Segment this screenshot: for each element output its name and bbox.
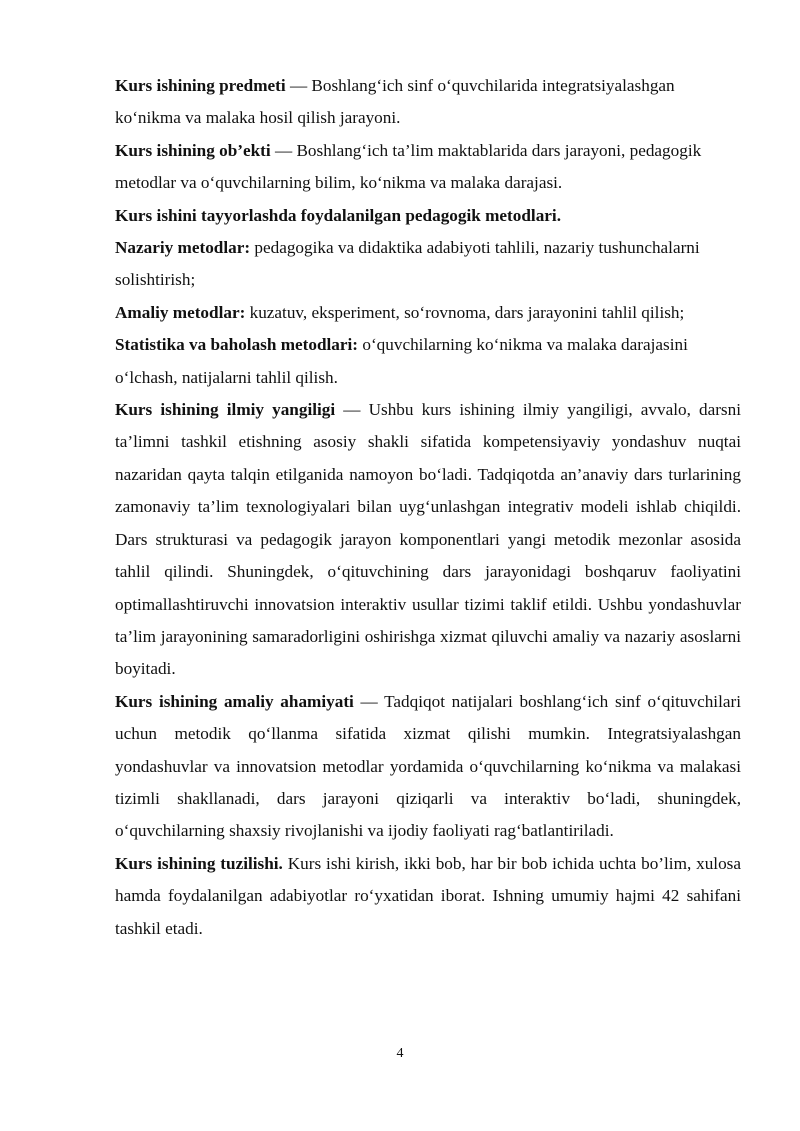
paragraph-label: Amaliy metodlar: bbox=[115, 302, 246, 322]
paragraph-text: o‘quvchilarning ko‘nikma va malaka darajasini o‘lchash, natijalarni tahlil qilish. bbox=[115, 335, 688, 387]
paragraph-text: kuzatuv, eksperiment, so‘rovnoma, dars jarayonini tahlil qilish; bbox=[245, 302, 685, 322]
paragraph-subject bbox=[115, 70, 741, 135]
paragraph-text: — Tadqiqot natijalari boshlang‘ich sinf o‘qituvchilari uchun metodik qo‘llanma sifatida xizmat qilishi mumkin. Integratsiyalashgan yondashuvlar va innovatsion metodlar yordamida o‘quvchilarning ko‘nikma va malakasi tizimli shakllanadi, dars jarayoni qiziqarli va interaktiv bo‘ladi, shuningdek, o‘quvchilarning shaxsiy rivojlanishi va ijodiy faoliyati rag‘batlantiriladi. bbox=[115, 691, 741, 841]
paragraph-label: Kurs ishining predmeti bbox=[115, 76, 286, 95]
paragraph-statistical-methods bbox=[115, 329, 741, 394]
paragraph-text: pedagogika va didaktika adabiyoti tahlili, nazariy tushunchalarni solishtirish; bbox=[115, 238, 700, 290]
paragraph-text: — Boshlang‘ich sinf o‘quvchilarida integratsiyalashgan ko‘nikma va malaka hosil qilish jarayoni. bbox=[115, 76, 675, 128]
paragraph-label: Kurs ishining amaliy ahamiyati bbox=[115, 691, 354, 711]
paragraph-practical-methods bbox=[115, 297, 741, 329]
paragraph-text: Kurs ishi kirish, ikki bob, har bir bob ichida uchta bo’lim, xulosa hamda foydalanilgan adabiyotlar ro‘yxatidan iborat. Ishning umumiy hajmi 42 sahifani tashkil etadi. bbox=[115, 853, 741, 938]
paragraph-methods-heading bbox=[115, 200, 741, 232]
paragraph-label: Statistika va baholash metodlari: bbox=[115, 335, 359, 355]
paragraph-text: — Ushbu kurs ishining ilmiy yangiligi, avvalo, darsni ta’limni tashkil etishning asosiy shakli sifatida kompetensiyaviy yondashuv nuqtai nazaridan qayta talqin etilganida namoyon bo‘ladi. Tadqiqotda an’anaviy dars turlarining zamonaviy ta’lim texnologiyalari bilan uyg‘unlashgan integrativ modeli ishlab chiqildi. Dars strukturasi va pedagogik jarayon komponentlari yangi metodik mezonlar asosida tahlil qilindi. Shuningdek, o‘qituvchining dars jarayonidagi boshqaruv faoliyatini optimallashtiruvchi innovatsion interaktiv usullar tizimi taklif etildi. Ushbu yondashuvlar ta’lim jarayonining samaradorligini oshirishga xizmat qiluvchi amaliy va nazariy asoslarni boyitadi. bbox=[115, 400, 741, 679]
paragraph-label: Kurs ishining ob’ekti bbox=[115, 140, 271, 160]
document-page bbox=[115, 70, 741, 945]
paragraph-practical-significance bbox=[115, 686, 741, 848]
paragraph-object bbox=[115, 135, 741, 200]
page-number: 4 bbox=[396, 1046, 404, 1061]
paragraph-scientific-novelty bbox=[115, 394, 741, 686]
paragraph-label: Kurs ishining ilmiy yangiligi bbox=[115, 400, 336, 420]
paragraph-structure bbox=[115, 848, 741, 945]
paragraph-label: Kurs ishining tuzilishi. bbox=[115, 853, 283, 873]
paragraph-label: Kurs ishini tayyorlashda foydalanilgan pedagogik metodlari. bbox=[115, 205, 561, 225]
paragraph-text: — Boshlang‘ich ta’lim maktablarida dars jarayoni, pedagogik metodlar va o‘quvchilarning bilim, ko‘nikma va malaka darajasi. bbox=[115, 140, 702, 193]
paragraph-label: Nazariy metodlar: bbox=[115, 238, 251, 258]
paragraph-theoretical-methods bbox=[115, 232, 741, 297]
